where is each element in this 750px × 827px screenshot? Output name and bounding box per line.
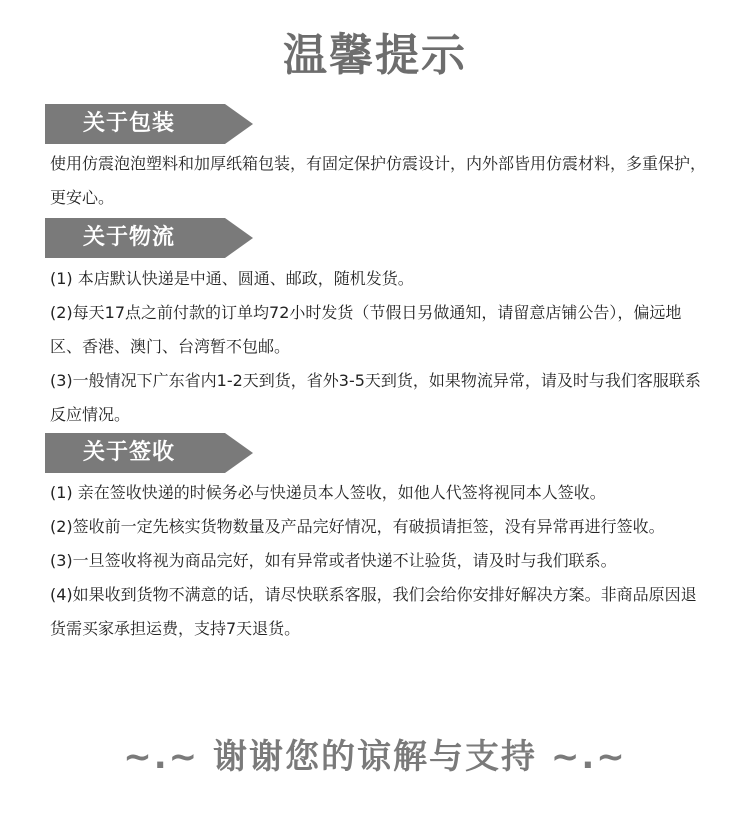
paragraph: (3)一般情况下广东省内1-2天到货，省外3-5天到货，如果物流异常，请及时与我们客服联系反应情况。 [50, 371, 701, 424]
closing-message: ~.~ 谢谢您的谅解与支持 ~.~ [123, 737, 627, 777]
section-body-packaging [50, 147, 710, 215]
paragraph: (2)每天17点之前付款的订单均72小时发货（节假日另做通知，请留意店铺公告），偏远地区、香港、澳门、台湾暂不包邮。 [50, 303, 682, 356]
paragraph: (3)一旦签收将视为商品完好，如有异常或者快递不让验货，请及时与我们联系。 [50, 551, 617, 570]
page-title: 温馨提示 [283, 30, 467, 81]
section-heading: 关于包装 [83, 111, 176, 136]
section-heading: 关于物流 [83, 225, 176, 250]
paragraph: 使用仿震泡泡塑料和加厚纸箱包装，有固定保护仿震设计，内外部皆用仿震材料，多重保护，更安心。 [50, 154, 707, 207]
section-header-logistics [45, 218, 253, 258]
paragraph: (2)签收前一定先核实货物数量及产品完好情况，有破损请拒签，没有异常再进行签收。 [50, 517, 665, 536]
paragraph: (1) 本店默认快递是中通、圆通、邮政，随机发货。 [50, 269, 414, 288]
section-heading: 关于签收 [83, 440, 176, 465]
paragraph: (1) 亲在签收快递的时候务必与快递员本人签收，如他人代签将视同本人签收。 [50, 483, 606, 502]
section-body-logistics [50, 262, 710, 432]
section-header-signing [45, 433, 253, 473]
paragraph: (4)如果收到货物不满意的话，请尽快联系客服，我们会给你安排好解决方案。非商品原因退货需买家承担运费，支持7天退货。 [50, 585, 697, 638]
section-header-packaging [45, 104, 253, 144]
section-body-signing [50, 476, 710, 646]
